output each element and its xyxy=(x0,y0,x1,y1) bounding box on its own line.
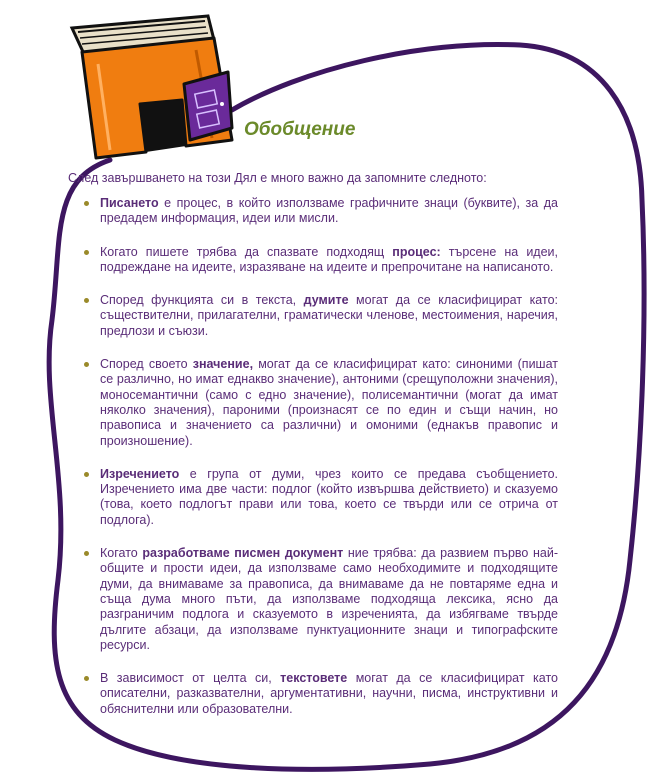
list-item: Когато пишете трябва да спазвате подходящ процес: търсене на идеи, подреждане на идеите, изразяване на идеите и препрочитане на написаното. xyxy=(84,245,558,276)
list-item: Изречението е група от думи, чрез които се предава съобщението. Изречението има две части: подлог (който извършва действието) и сказуемо (това, което подлогът прави или това, което се твърди или се отрича от подлога). xyxy=(84,467,558,528)
summary-list xyxy=(84,196,558,735)
list-item: Според функцията си в текста, думите могат да се класифицират като: съществителни, прилагателни, граматически членове, местоимения, наречия, предлози и съюзи. xyxy=(84,293,558,339)
intro-text: След завършването на този Дял е много важно да запомните следното: xyxy=(68,171,487,185)
list-item: Когато разработваме писмен документ ние трябва: да развием първо най-общите и прости идеи, да използваме само необходимите и подходящите думи, да внимаваме за правописа, да внимаваме да не повтаряме една и съща дума много пъти, да използваме подходяща лексика, ясно да разграничим подлога и сказуемото в изреченията, да избягваме твърде дългите абзаци, да използваме пунктуационните знаци и типографските ресурси. xyxy=(84,546,558,653)
folder-door-icon xyxy=(72,16,232,158)
page-title: Обобщение xyxy=(244,119,356,140)
list-item: Писането е процес, в който използваме графичните знаци (буквите), за да предадем информация, идеи или мисли. xyxy=(84,196,558,227)
list-item: В зависимост от целта си, текстовете могат да се класифицират като описателни, разказвателни, аргументативни, научни, писма, инструктивни и обяснителни или образователни. xyxy=(84,671,558,717)
list-item: Според своето значение, могат да се класифицират като: синоними (пишат се различно, но имат еднакво значение), антоними (срещуположни значения), моносемантични (само с едно значение), полисемантични (могат да имат няколко значения), пароними (произнасят се по един и същи начин, но правописа и значението са различни) и омоними (еднакъв правопис и произношение). xyxy=(84,357,558,449)
